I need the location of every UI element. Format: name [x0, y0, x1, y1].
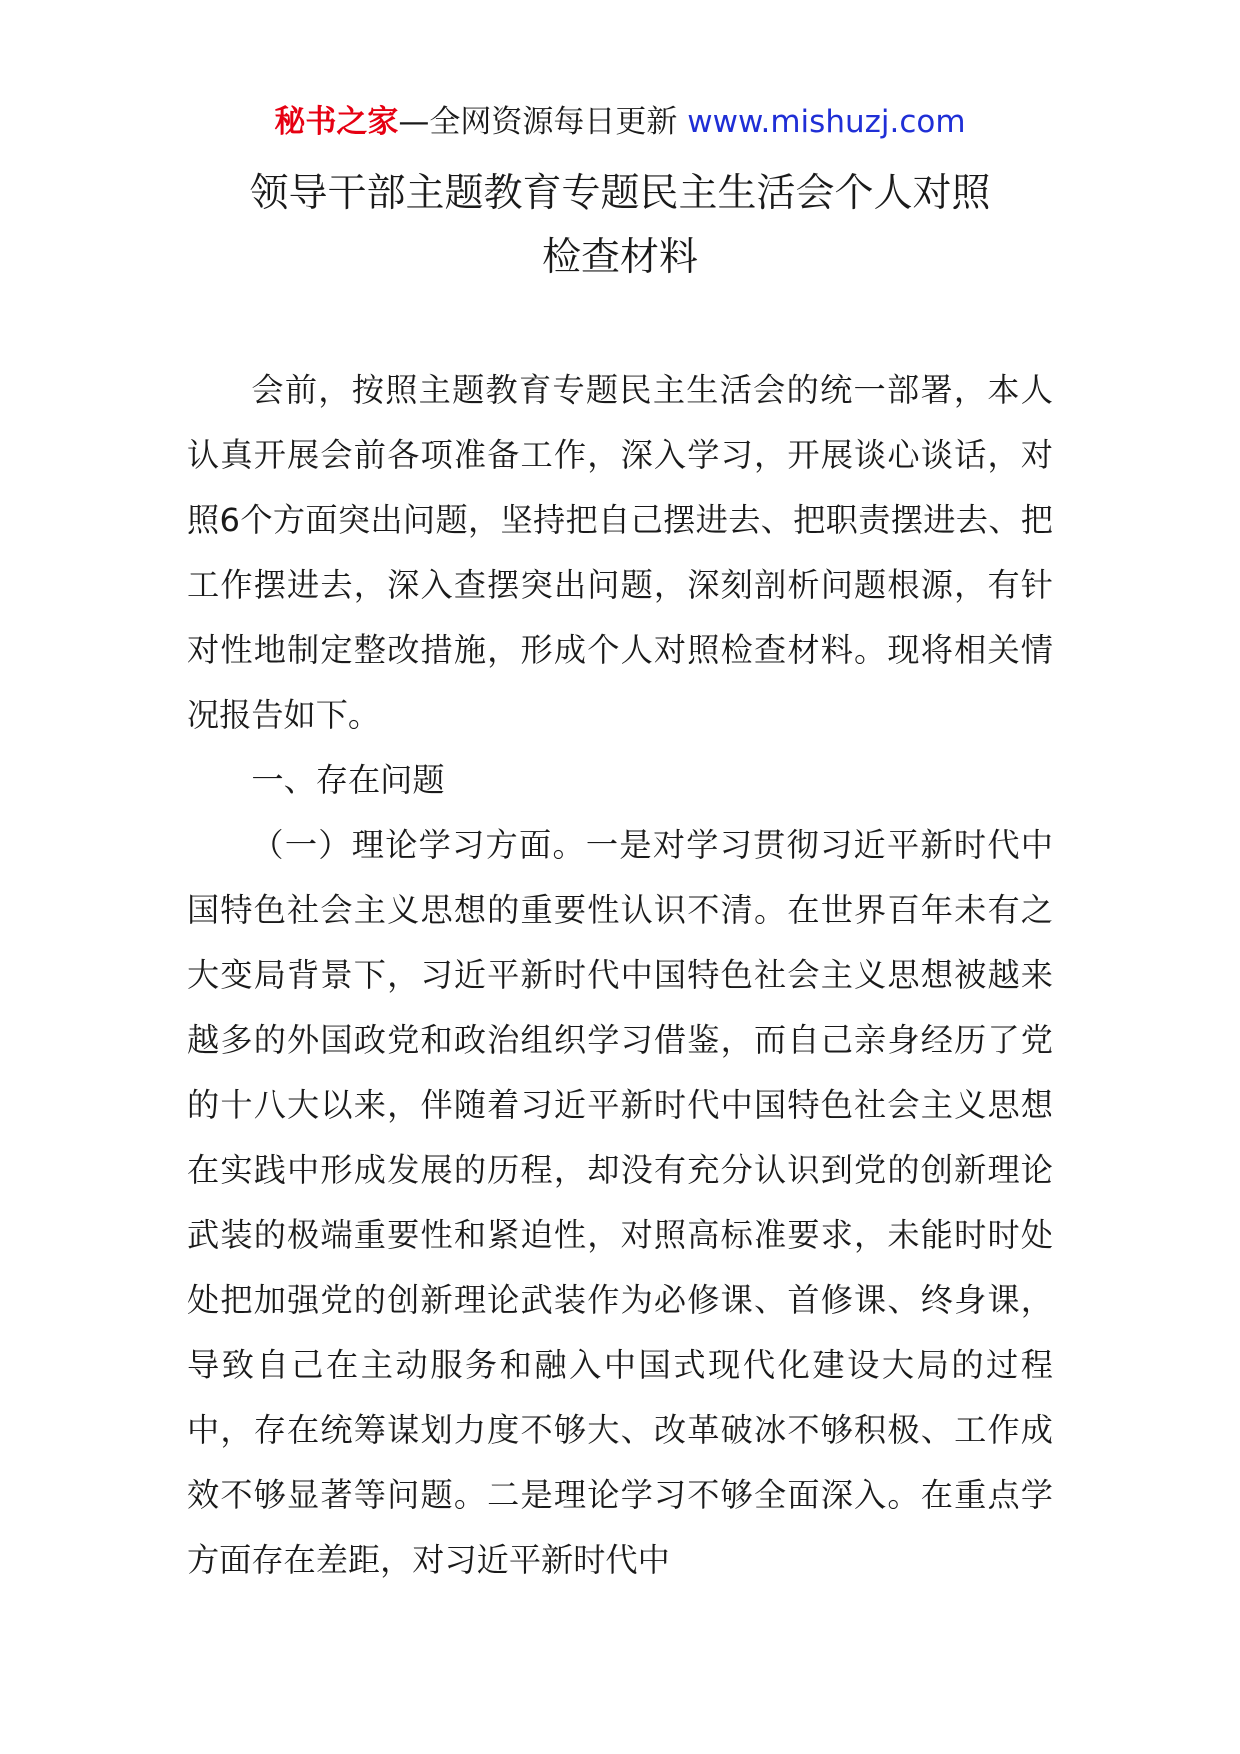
document-title-line-1: 领导干部主题教育专题民主生活会个人对照	[249, 171, 991, 216]
section-heading-problems: 一、存在问题	[251, 761, 445, 799]
site-brand: 秘书之家	[274, 104, 399, 140]
document-body	[187, 358, 1053, 1593]
site-header	[0, 100, 1240, 144]
document-title-line-2: 检查材料	[541, 235, 698, 280]
intro-paragraph: 会前，按照主题教育专题民主生活会的统一部署，本人认真开展会前各项准备工作，深入学习，开展谈心谈话，对照6个方面突出问题，坚持把自己摆进去、把职责摆进去、把工作摆进去，深入查摆突出问题，深刻剖析问题根源，有针对性地制定整改措施，形成个人对照检查材料。现将相关情况报告如下。	[187, 371, 1053, 734]
document-title	[0, 162, 1240, 290]
theory-study-paragraph: （一）理论学习方面。一是对学习贯彻习近平新时代中国特色社会主义思想的重要性认识不清。在世界百年未有之大变局背景下，习近平新时代中国特色社会主义思想被越来越多的外国政党和政治组织学习借鉴，而自己亲身经历了党的十八大以来，伴随着习近平新时代中国特色社会主义思想在实践中形成发展的历程，却没有充分认识到党的创新理论武装的极端重要性和紧迫性，对照高标准要求，未能时时处处把加强党的创新理论武装作为必修课、首修课、终身课，导致自己在主动服务和融入中国式现代化建设大局的过程中，存在统筹谋划力度不够大、改革破冰不够积极、工作成效不够显著等问题。二是理论学习不够全面深入。在重点学方面存在差距，对习近平新时代中	[187, 826, 1053, 1579]
site-tagline: —全网资源每日更新	[398, 104, 688, 140]
site-url-link[interactable]: www.mishuzj.com	[687, 104, 966, 140]
